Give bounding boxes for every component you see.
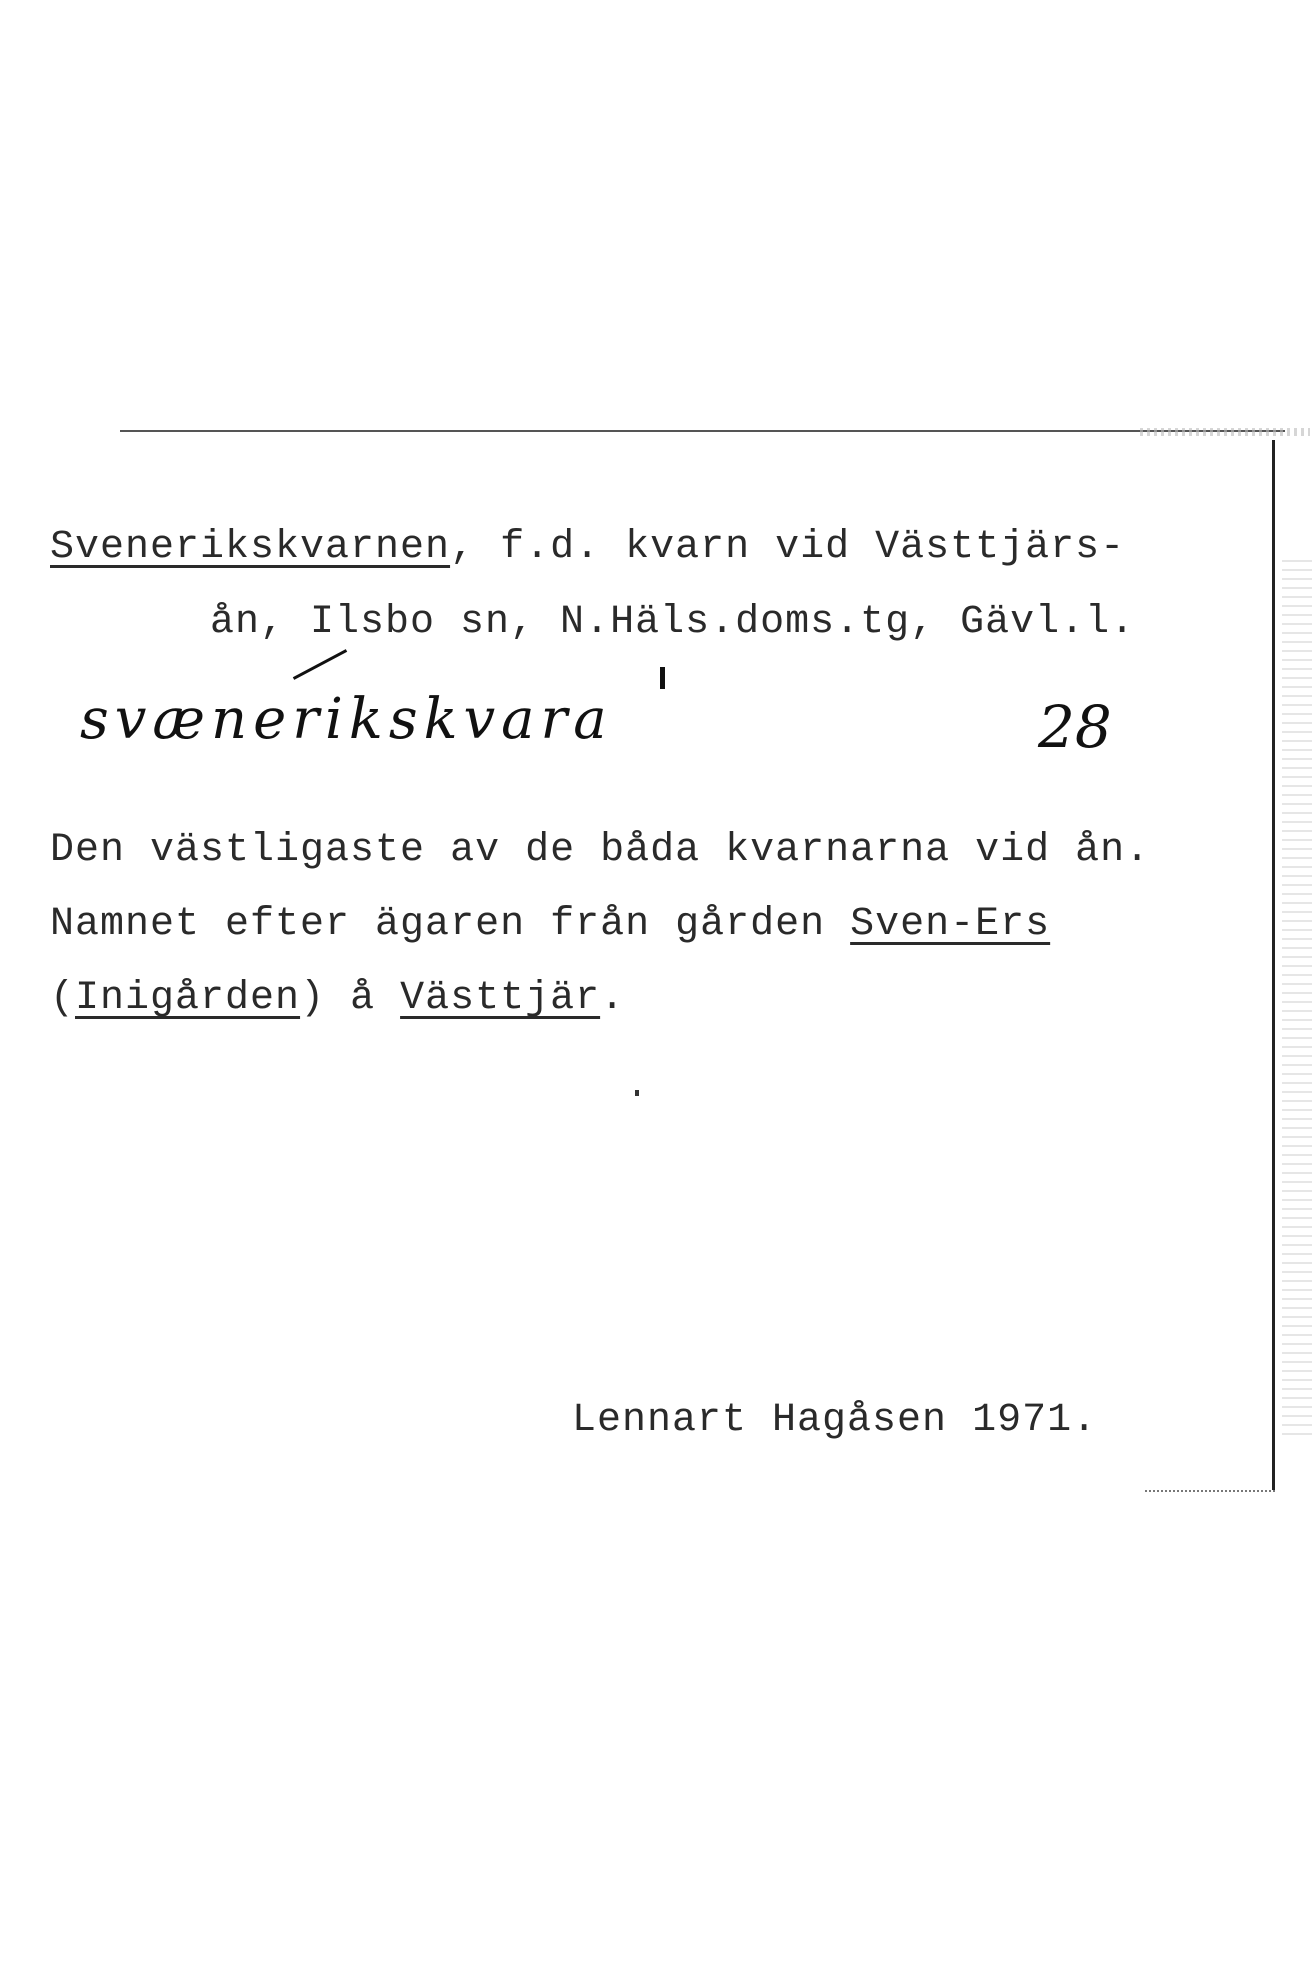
description-line-2 [50, 902, 1050, 948]
card-number: 28 [1038, 693, 1112, 761]
description-line-1: Den västligaste av de båda kvarnarna vid ån. [50, 828, 1151, 873]
card-top-border [120, 430, 1285, 432]
phonetic-transcription [80, 685, 613, 755]
description-line-3-mid: ) å [300, 976, 401, 1021]
farm-name-inigarden: Inigården [75, 976, 301, 1021]
description-line-3 [50, 976, 625, 1022]
secondary-stress-mark [660, 667, 665, 689]
entry-line-1 [50, 525, 1125, 571]
ink-speck [635, 1090, 639, 1096]
card-bottom-border [1145, 1490, 1275, 1492]
phonetic-text: svænerikskvara [80, 687, 613, 752]
stress-mark [293, 649, 347, 680]
description-line-2-text: Namnet efter ägaren från gården [50, 902, 851, 947]
paren-open: ( [50, 976, 76, 1021]
card-right-border [1272, 440, 1275, 1490]
farm-name-sven-ers: Sven-Ers [850, 902, 1051, 947]
headword: Svenerikskvarnen [50, 525, 451, 570]
entry-line-1-rest: , f.d. kvarn vid Västtjärs- [450, 525, 1126, 570]
description-line-3-end: . [600, 976, 626, 1021]
signature-line: Lennart Hagåsen 1971. [572, 1398, 1098, 1443]
card-right-edge-texture [1282, 560, 1312, 1440]
card-top-edge-texture [1140, 428, 1310, 436]
place-name-vasttjar: Västtjär [400, 976, 601, 1021]
entry-line-2: ån, Ilsbo sn, N.Häls.doms.tg, Gävl.l. [210, 600, 1136, 645]
